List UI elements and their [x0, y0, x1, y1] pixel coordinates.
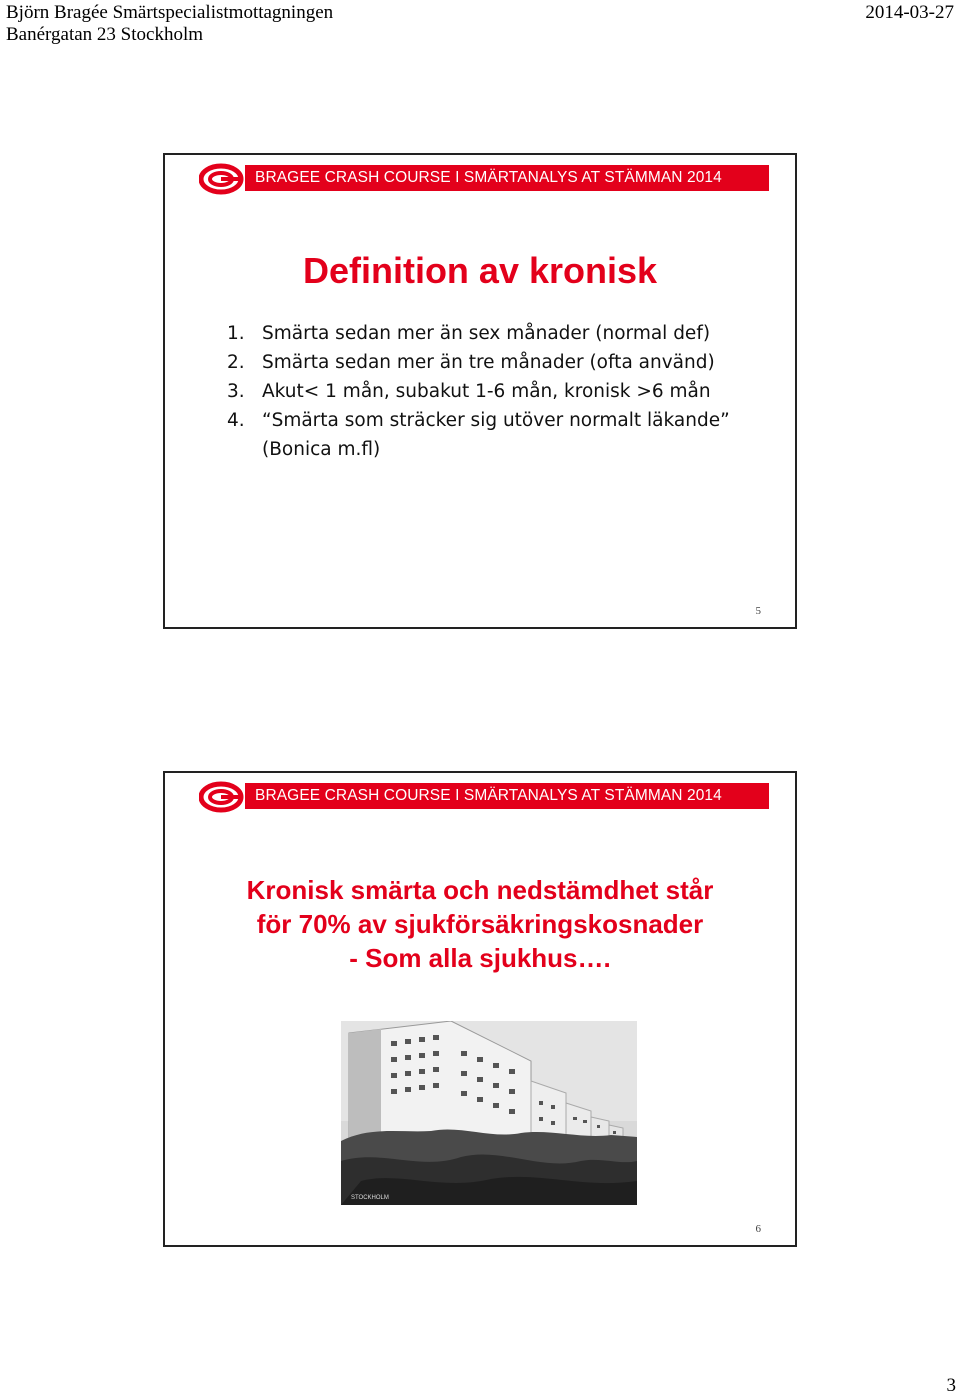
header-address: Banérgatan 23 Stockholm: [6, 24, 204, 45]
definition-list: [227, 319, 787, 464]
bragee-logo-icon: [199, 163, 247, 195]
list-item: 3. Akut< 1 mån, subakut 1-6 mån, kronisk >6 mån: [227, 381, 711, 402]
header-date: 2014-03-27: [865, 2, 954, 23]
list-item: 2. Smärta sedan mer än tre månader (ofta använd): [227, 352, 715, 373]
list-item: 1. Smärta sedan mer än sex månader (normal def): [227, 323, 711, 344]
document-page-number: 3: [946, 1375, 956, 1396]
banner-text: BRAGEE CRASH COURSE I SMÄRTANALYS AT STÄMMAN 2014: [245, 165, 769, 191]
header-clinic-name: Björn Bragée Smärtspecialistmottagningen: [6, 2, 334, 23]
hospital-photo: [341, 1021, 637, 1205]
slide-banner: [199, 783, 769, 809]
photo-caption: STOCKHOLM: [351, 1195, 389, 1201]
document-header: [6, 2, 333, 46]
slide-5: [163, 153, 797, 629]
slide-page-number: 6: [755, 1223, 761, 1235]
hospital-building-image: [341, 1021, 637, 1205]
slide-6: [163, 771, 797, 1247]
banner-text: BRAGEE CRASH COURSE I SMÄRTANALYS AT STÄMMAN 2014: [245, 783, 769, 809]
bragee-logo-icon: [199, 781, 247, 813]
slide-title: Definition av kronisk: [302, 250, 658, 291]
slide-title: Kronisk smärta och nedstämdhet står för 70% av sjukförsäkringskosnader - Som alla sjukhus….: [246, 875, 714, 973]
slide-banner: [199, 165, 769, 191]
list-item: 4. “Smärta som sträcker sig utöver normalt läkande” (Bonica m.fl): [227, 410, 730, 460]
slide-page-number: 5: [755, 605, 761, 617]
